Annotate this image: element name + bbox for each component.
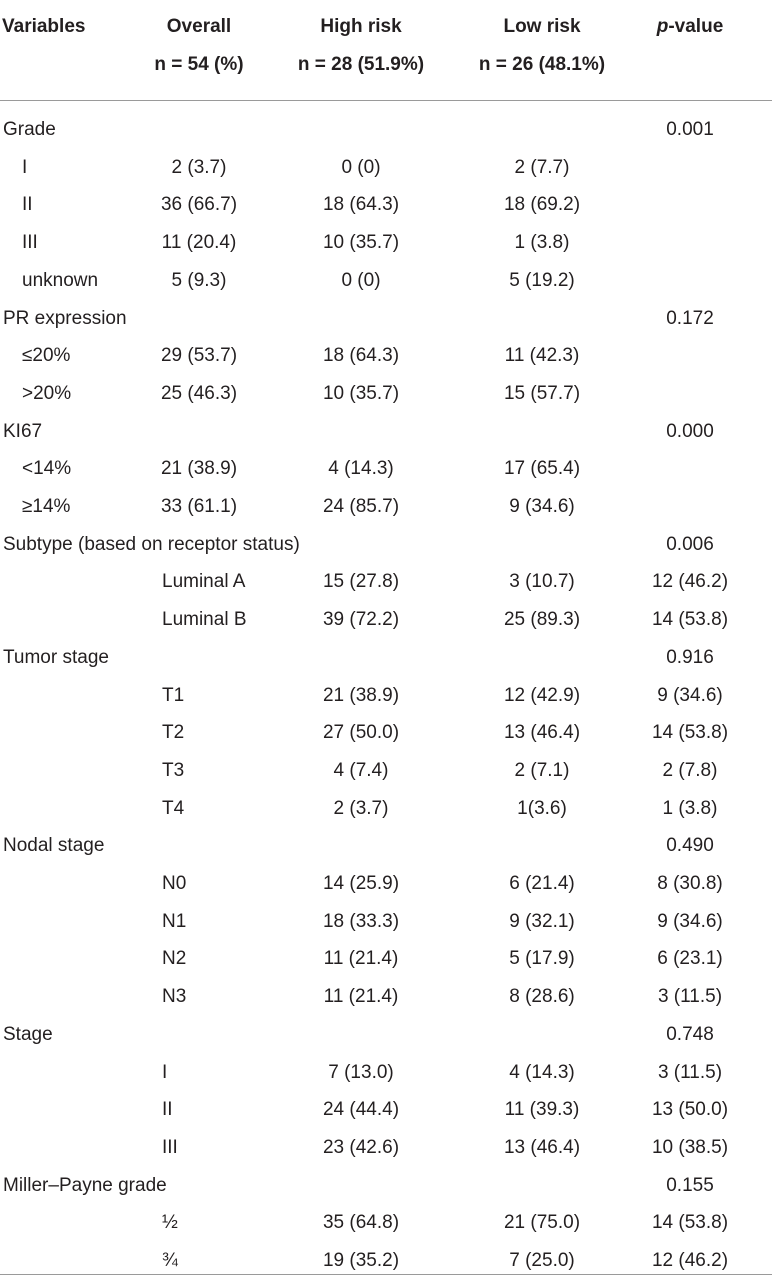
high-risk-cell: 3 (10.7) [509,571,575,593]
table-row [0,940,772,978]
row-label: ¾ [162,1250,178,1271]
overall-cell: 29 (53.7) [160,345,238,367]
overall-cell: 2 (3.7) [333,797,389,819]
low-risk-cell: 10 (38.5) [651,1136,729,1158]
group-p-value: 0.155 [666,1174,714,1196]
table-row [0,865,772,903]
overall-cell: 15 (27.8) [322,571,400,593]
row-label: T3 [162,759,185,781]
group-p-value: 0.000 [666,420,714,442]
table-row [0,601,772,639]
overall-cell: 14 (25.9) [322,873,400,894]
table-row [0,903,772,941]
table-header [0,0,772,101]
row-label: T2 [162,722,185,744]
low-risk-cell: 9 (34.6) [657,910,723,932]
low-risk-cell: 9 (34.6) [509,496,575,517]
header-overall: Overall [166,16,232,37]
overall-cell: 11 (21.4) [323,948,399,970]
low-risk-cell: 12 (46.2) [651,571,729,593]
table-row [0,752,772,790]
high-risk-cell: 0 (0) [341,156,381,178]
overall-cell: 11 (20.4) [161,232,237,254]
overall-cell: 2 (3.7) [171,156,227,178]
header-p-value [657,8,724,46]
group-p-value: 0.916 [666,646,714,668]
low-risk-cell: 3 (11.5) [657,986,723,1008]
header-variables: Variables [2,16,86,37]
row-label: N0 [162,873,187,894]
low-risk-cell: 15 (57.7) [503,382,581,404]
high-risk-cell: 10 (35.7) [322,382,400,404]
table-row [0,375,772,413]
group-row [0,827,772,865]
header-low-risk: Low risk [503,16,581,37]
row-label: ≤20% [22,345,71,367]
overall-cell: 21 (38.9) [322,684,400,706]
table-row [0,337,772,375]
table-row [0,714,772,752]
table-row [0,1091,772,1129]
low-risk-cell: 12 (46.2) [651,1250,729,1271]
row-label: N1 [162,910,187,932]
row-label: N2 [162,948,187,970]
low-risk-cell: 11 (42.3) [504,345,580,367]
row-label: Luminal A [162,571,246,593]
group-label: Tumor stage [3,646,109,668]
table-row [0,790,772,828]
low-risk-cell: 1 (3.8) [662,797,718,819]
table-row [0,488,772,526]
row-label: II [162,1099,173,1121]
header-high-risk-n: n = 28 (51.9%) [297,54,425,75]
low-risk-cell: 5 (19.2) [509,269,575,291]
row-label: III [22,232,38,254]
row-label: Luminal B [162,609,247,631]
row-label: ≥14% [22,496,71,517]
overall-cell: 24 (44.4) [322,1099,400,1121]
row-label: N3 [162,986,187,1008]
overall-cell: 27 (50.0) [322,722,400,744]
row-label: II [22,194,33,216]
row-label: T4 [162,797,185,819]
overall-cell: 19 (35.2) [322,1250,400,1271]
group-label: Subtype (based on receptor status) [3,533,300,555]
low-risk-cell: 18 (69.2) [503,194,581,216]
low-risk-cell: 1 (3.8) [514,232,570,254]
group-row [0,300,772,338]
group-row [0,526,772,564]
low-risk-cell: 2 (7.7) [514,156,570,178]
overall-cell: 23 (42.6) [322,1136,400,1158]
table-row [0,149,772,187]
high-risk-cell: 8 (28.6) [509,986,575,1008]
group-label: Grade [3,119,56,140]
high-risk-cell: 24 (85.7) [322,496,400,517]
low-risk-cell: 14 (53.8) [651,1212,729,1234]
row-label: >20% [22,382,72,404]
row-label: I [22,156,28,178]
group-p-value: 0.001 [666,119,714,140]
overall-cell: 25 (46.3) [160,382,238,404]
table-row [0,677,772,715]
group-row [0,639,772,677]
row-label: T1 [162,684,185,706]
header-overall-n: n = 54 (%) [154,54,244,75]
overall-cell: 18 (33.3) [322,910,400,932]
header-p-italic: p [656,16,669,37]
overall-cell: 7 (13.0) [328,1061,394,1083]
low-risk-cell: 17 (65.4) [503,458,581,480]
low-risk-cell: 2 (7.8) [662,759,718,781]
group-label: PR expression [3,307,127,329]
group-label: KI67 [3,420,43,442]
group-row [0,111,772,149]
overall-cell: 4 (7.4) [333,759,389,781]
high-risk-cell: 18 (64.3) [322,194,400,216]
high-risk-cell: 2 (7.1) [514,759,570,781]
table-row [0,563,772,601]
table-row [0,450,772,488]
table-row [0,1054,772,1092]
low-risk-cell: 14 (53.8) [651,722,729,744]
table-row [0,1204,772,1242]
group-label: Nodal stage [3,835,105,857]
overall-cell: 35 (64.8) [322,1212,400,1234]
group-p-value: 0.172 [666,307,714,329]
row-label: III [162,1136,178,1158]
group-label: Stage [3,1023,53,1045]
overall-cell: 36 (66.7) [160,194,238,216]
overall-cell: 33 (61.1) [160,496,238,517]
high-risk-cell: 11 (39.3) [504,1099,580,1121]
group-row [0,1016,772,1054]
table-row [0,262,772,300]
group-p-value: 0.490 [666,835,714,857]
low-risk-cell: 3 (11.5) [657,1061,723,1083]
high-risk-cell: 7 (25.0) [509,1250,575,1271]
low-risk-cell: 13 (50.0) [651,1099,729,1121]
group-p-value: 0.748 [666,1023,714,1045]
high-risk-cell: 9 (32.1) [509,910,575,932]
row-label: ½ [162,1212,178,1234]
group-p-value: 0.006 [666,533,714,555]
table-row [0,186,772,224]
overall-cell: 39 (72.2) [322,609,400,631]
high-risk-cell: 13 (46.4) [503,1136,581,1158]
row-label: unknown [22,269,99,291]
group-row [0,1167,772,1205]
row-label: I [162,1061,168,1083]
high-risk-cell: 21 (75.0) [503,1212,581,1234]
high-risk-cell: 1(3.6) [517,797,567,819]
header-divider [0,100,772,101]
header-p-rest: -value [668,16,724,37]
high-risk-cell: 10 (35.7) [322,232,400,254]
high-risk-cell: 18 (64.3) [322,345,400,367]
low-risk-cell: 8 (30.8) [657,873,723,894]
group-label: Miller–Payne grade [3,1174,167,1196]
high-risk-cell: 13 (46.4) [503,722,581,744]
low-risk-cell: 6 (23.1) [657,948,723,970]
high-risk-cell: 0 (0) [341,269,381,291]
header-high-risk: High risk [320,16,402,37]
high-risk-cell: 5 (17.9) [509,948,575,970]
high-risk-cell: 25 (89.3) [503,609,581,631]
table-row [0,978,772,1016]
low-risk-cell: 14 (53.8) [651,609,729,631]
high-risk-cell: 4 (14.3) [509,1061,575,1083]
high-risk-cell: 6 (21.4) [509,873,575,894]
group-row [0,413,772,451]
high-risk-cell: 12 (42.9) [503,684,581,706]
table-row [0,224,772,262]
row-label: <14% [22,458,72,480]
high-risk-cell: 4 (14.3) [328,458,394,480]
table-row [0,1129,772,1167]
overall-cell: 11 (21.4) [323,986,399,1008]
low-risk-cell: 9 (34.6) [657,684,723,706]
overall-cell: 5 (9.3) [171,269,227,291]
header-low-risk-n: n = 26 (48.1%) [478,54,606,75]
overall-cell: 21 (38.9) [160,458,238,480]
